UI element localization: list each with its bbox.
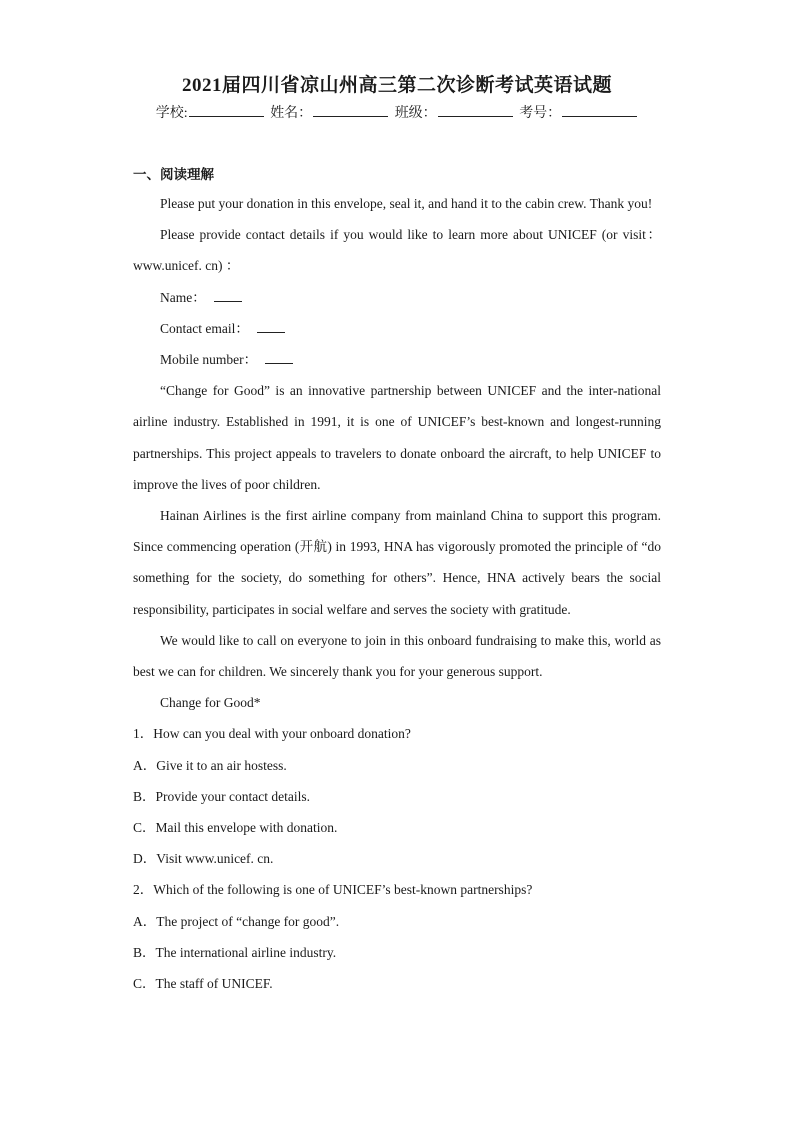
question-2-option-c: C．The staff of UNICEF. <box>133 976 273 992</box>
email-field-label: Contact email： <box>160 320 249 336</box>
name-blank <box>313 104 388 117</box>
name-field-line <box>133 282 661 313</box>
passage-paragraph-1: Please put your donation in this envelope, seal it, and hand it to the cabin crew. Thank you! <box>160 196 653 211</box>
question-2-option-b: B．The international airline industry. <box>133 944 337 960</box>
passage-paragraph-5: We would like to call on everyone to join in this onboard fundraising to make this, world as best we can for children. We sincerely thank you for your generous support. <box>133 632 661 680</box>
school-label: 学校: <box>155 106 188 121</box>
passage-paragraph-3: “Change for Good” is an innovative partnership between UNICEF and the inter-national airline industry. Established in 1991, it is one of UNICEF’s best-known and longest-running partnerships. This project appeals to travelers to donate onboard the aircraft, to help UNICEF to improve the lives of poor children. <box>133 383 661 492</box>
class-label: 班级： <box>394 106 437 121</box>
question-1-stem: 1．How can you deal with your onboard donation? <box>133 726 411 742</box>
passage-signature: Change for Good* <box>160 695 261 711</box>
question-2-option-a: A．The project of “change for good”. <box>133 913 340 929</box>
question-1-option-d: D．Visit www.unicef. cn. <box>133 851 274 867</box>
id-blank <box>562 104 637 117</box>
mobile-field-blank <box>265 352 293 364</box>
main-content <box>133 163 661 999</box>
passage-paragraph-4: Hainan Airlines is the first airline company from mainland China to support this program. Since commencing operation (开航) in 1993, HNA has vigorously promoted the principle of “do something for the society, do something for others”. Hence, HNA actively bears the social responsibility, participates in social welfare and serves the society with gratitude. <box>133 508 661 617</box>
id-label: 考号： <box>519 106 562 121</box>
mobile-field-label: Mobile number： <box>160 352 258 368</box>
class-blank <box>438 104 513 117</box>
email-field-blank <box>257 321 285 333</box>
question-2-stem: 2．Which of the following is one of UNICEF’s best-known partnerships? <box>133 882 533 898</box>
question-1-option-a: A．Give it to an air hostess. <box>133 757 287 773</box>
passage-paragraph-2: Please provide contact details if you would like to learn more about UNICEF (or visit：www.unicef. cn) ： <box>133 227 661 274</box>
student-info-line <box>0 102 794 122</box>
question-1-option-b: B．Provide your contact details. <box>133 788 310 804</box>
name-field-blank <box>214 290 242 302</box>
name-field-label: Name： <box>160 289 206 305</box>
mobile-field-line <box>133 344 661 375</box>
question-1-option-c: C．Mail this envelope with donation. <box>133 820 338 836</box>
section-heading: 一、阅读理解 <box>133 167 214 182</box>
page-title: 2021届四川省凉山州高三第二次诊断考试英语试题 <box>181 75 612 96</box>
email-field-line <box>133 313 661 344</box>
name-label: 姓名： <box>270 106 313 121</box>
school-blank <box>189 104 264 117</box>
